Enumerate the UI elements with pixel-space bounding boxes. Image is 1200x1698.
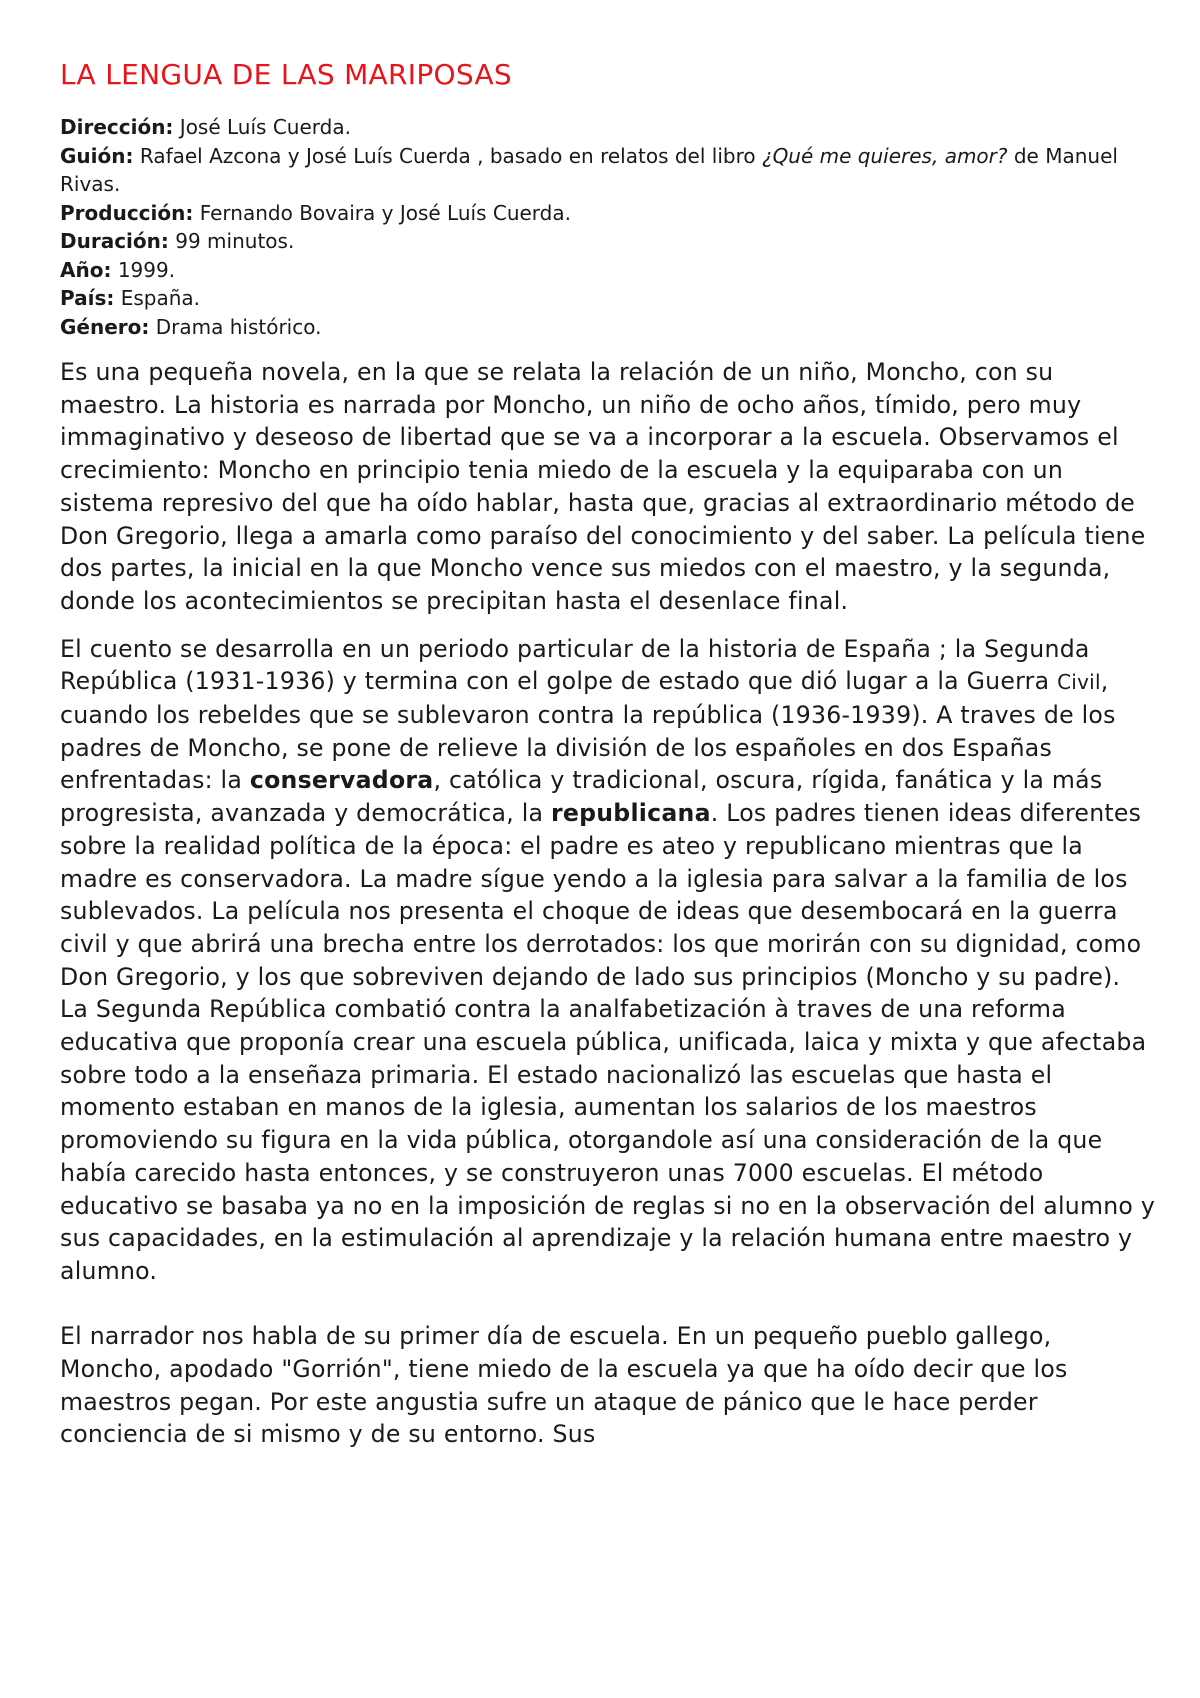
credit-value: Rafael Azcona y José Luís Cuerda , basado en relatos del libro <box>133 143 762 168</box>
credit-label: Dirección: <box>60 115 174 139</box>
credit-anio <box>60 256 1160 285</box>
text-run: . Los padres tienen ideas diferentes sobre la realidad política de la época: el padre es ateo y republicano mientras que la madre es conservadora. La madre sígue yendo a la iglesia para salvar a la familia de los sublevados. La película nos presenta el choque de ideas que desembocará en la guerra civil y que abrirá una brecha entre los derrotados: los que morirán con su dignidad, como Don Gregorio, y los que sobreviven dejando de lado sus principios (Moncho y su padre). <box>60 799 1142 991</box>
text-run: El cuento se desarrolla en un periodo particular de la historia de España ; la Segunda República (1931-1936) y termina con el golpe de estado que dió lugar a la Guerra <box>60 634 1090 696</box>
film-credits <box>60 113 1160 341</box>
paragraph-historical-context <box>60 633 1160 994</box>
credit-value: España. <box>114 286 201 310</box>
credit-genero <box>60 313 1160 342</box>
book-title: ¿Qué me quieres, amor? <box>761 143 1008 168</box>
credit-label: Género: <box>60 314 150 339</box>
credit-duracion <box>60 227 1160 256</box>
credit-value: 1999. <box>111 257 176 282</box>
credit-value: Fernando Bovaira y José Luís Cuerda. <box>193 200 571 225</box>
emphasis-conservadora: conservadora <box>249 766 434 795</box>
emphasis-republicana: republicana <box>550 799 711 828</box>
text-run: , cuando los rebeldes que se sublevaron contra la república (1936-1939). A traves de los padres de Moncho, se pone de relieve la división de los españoles en dos Españas enfrentadas: la <box>60 667 1116 795</box>
credit-pais <box>60 284 1160 313</box>
credit-value: de Manuel Rivas. <box>60 143 1118 196</box>
credit-label: País: <box>60 286 115 310</box>
credit-label: Producción: <box>60 200 194 225</box>
paragraph-first-day: El narrador nos habla de su primer día de escuela. En un pequeño pueblo gallego, Moncho, apodado "Gorrión", tiene miedo de la escuela ya que ha oído decir que los maestros pegan. Por este angustia sufre un ataque de pánico que le hace perder conciencia de si mismo y de su entorno. Sus <box>60 1322 1068 1449</box>
text-run: , católica y tradicional, oscura, rígida, fanática y la más progresista, avanzada y democrática, la <box>60 766 1103 828</box>
credit-value: José Luís Cuerda. <box>173 115 351 139</box>
paragraph-education-reform: La Segunda República combatió contra la analfabetización à traves de una reforma educativa que proponía crear una escuela pública, unificada, laica y mixta y que afectaba sobre todo a la enseñaza primaria. El estado nacionalizó las escuelas que hasta el momento estaban en manos de la iglesia, aumentan los salarios de los maestros promoviendo su figura en la vida pública, otorgandole así una consideración de la que había carecido hasta entonces, y se construyeron unas 7000 escuelas. El método educativo se basaba ya no en la imposición de reglas si no en la observación del alumno y sus capacidades, en la estimulación al aprendizaje y la relación humana entre maestro y alumno. <box>60 995 1156 1285</box>
credit-guion <box>60 142 1160 199</box>
credit-value: Drama histórico. <box>149 314 322 339</box>
blank-line <box>60 1288 1160 1321</box>
paragraph-synopsis: Es una pequeña novela, en la que se relata la relación de un niño, Moncho, con su maestro. La historia es narrada por Moncho, un niño de ocho años, tímido, pero muy immaginativo y deseoso de libertad que se va a incorporar a la escuela. Observamos el crecimiento: Moncho en principio tenia miedo de la escuela y la equiparaba con un sistema represivo del que ha oído hablar, hasta que, gracias al extraordinario método de Don Gregorio, llega a amarla como paraíso del conocimiento y del saber. La película tiene dos partes, la inicial en la que Moncho vence sus miedos con el maestro, y la segunda, donde los acontecimientos se precipitan hasta el desenlace final. <box>60 358 1146 615</box>
credit-label: Guión: <box>60 143 134 168</box>
credit-direccion <box>60 113 1160 142</box>
text-run: Civil <box>1057 670 1101 695</box>
credit-label: Duración: <box>60 229 169 253</box>
credit-produccion <box>60 199 1160 228</box>
credit-value: 99 minutos. <box>168 229 295 253</box>
credit-label: Año: <box>60 257 112 282</box>
document-title: LA LENGUA DE LAS MARIPOSAS <box>60 58 512 91</box>
document-body <box>60 356 1160 1451</box>
